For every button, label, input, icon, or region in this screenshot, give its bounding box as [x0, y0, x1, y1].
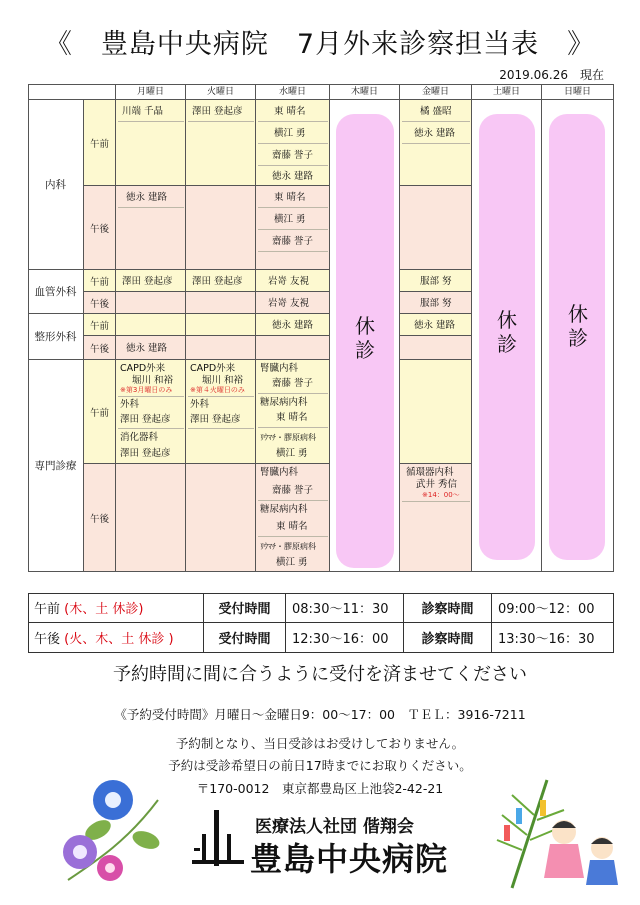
- doctor-name: 東 晴名: [276, 412, 308, 423]
- hospital-name: 豊島中央病院: [250, 840, 449, 878]
- doctor-name: 澤田 登起彦: [190, 414, 241, 425]
- doctor-name: 服部 努: [420, 276, 452, 287]
- doctor-name: 徳永 建路: [126, 343, 168, 354]
- schedule-note: ※第４火曜日のみ: [190, 386, 245, 394]
- day-header-mon: 月曜日: [116, 84, 186, 100]
- doctor-name: 齋藤 誉子: [272, 378, 314, 389]
- doctor-name: 横江 勇: [274, 214, 306, 225]
- doctor-name: 澤田 登起彦: [192, 276, 243, 287]
- am-reception-time: 08:30～11：30: [286, 593, 404, 623]
- dept-kekkan: 血管外科: [28, 270, 84, 314]
- specialty-dept: CAPD外来: [190, 363, 236, 374]
- doctor-name: 齋藤 誉子: [272, 485, 314, 496]
- day-header-wed: 水曜日: [256, 84, 330, 100]
- doctor-name: 徳永 建路: [126, 192, 168, 203]
- as-of-date: 2019.06.26 現在: [499, 68, 604, 82]
- page-title: 《 豊島中央病院 7月外来診察担当表 》: [44, 29, 596, 60]
- morning-glory-illustration: [58, 770, 178, 894]
- pm-exam-time: 13:30～16：30: [492, 623, 614, 653]
- day-header-sun: 日曜日: [542, 84, 614, 100]
- doctor-name: 横江 勇: [276, 557, 308, 568]
- day-header-thu: 木曜日: [330, 84, 400, 100]
- schedule-table: [28, 84, 614, 572]
- address: 〒170-0012 東京都豊島区上池袋2-42-21: [196, 781, 444, 796]
- period-label: 午後: [84, 336, 116, 360]
- specialty-dept: 糖尿病内科: [260, 397, 308, 408]
- specialty-dept: 消化器科: [120, 432, 159, 443]
- specialty-dept: 腎臓内科: [260, 467, 299, 478]
- period-label: 午前: [84, 360, 116, 464]
- doctor-name: 岩嵜 友視: [268, 276, 310, 287]
- doctor-name: 川端 千晶: [122, 106, 164, 117]
- doctor-name: 徳永 建路: [414, 128, 456, 139]
- am-closed-days: (木、土 休診): [64, 602, 144, 617]
- doctor-name: 澤田 登起彦: [122, 276, 173, 287]
- doctor-name: 徳永 建路: [272, 171, 314, 182]
- corporation-name: 医療法人社団 偕翔会: [255, 817, 414, 837]
- pm-closed-days: (火、木、土 休診 ): [64, 632, 174, 647]
- doctor-name: 徳永 建路: [272, 320, 314, 331]
- period-label: 午前: [84, 100, 116, 186]
- specialty-dept: 循環器内科: [406, 467, 454, 478]
- arrival-notice: 予約時間に間に合うように受付を済ませてください: [113, 664, 527, 685]
- doctor-name: 堀川 和裕: [132, 375, 174, 386]
- pm-row-label: 午後 (火、木、土 休診 ): [28, 623, 204, 653]
- doctor-name: 澤田 登起彦: [120, 448, 171, 459]
- doctor-name: 東 晴名: [274, 106, 306, 117]
- dept-naika: 内科: [28, 100, 84, 270]
- doctor-name: 齋藤 誉子: [272, 236, 314, 247]
- doctor-name: 岩嵜 友視: [268, 298, 310, 309]
- schedule-note: ※第3月曜日のみ: [120, 386, 173, 394]
- tanabata-illustration: [492, 770, 624, 894]
- doctor-name: 横江 勇: [276, 448, 308, 459]
- specialty-dept: ﾘｳﾏﾁ・膠原病科: [260, 433, 316, 442]
- doctor-name: 澤田 登起彦: [192, 106, 243, 117]
- doctor-name: 堀川 和裕: [202, 375, 244, 386]
- policy-line-2: 予約は受診希望日の前日17時までにお取りください。: [168, 758, 472, 773]
- doctor-name: 橘 盛昭: [420, 106, 452, 117]
- am-exam-time: 09:00～12：00: [492, 593, 614, 623]
- specialty-dept: 糖尿病内科: [260, 504, 308, 515]
- doctor-name: 武井 秀信: [416, 479, 458, 490]
- doctor-name: 齋藤 誉子: [272, 150, 314, 161]
- dept-seikei: 整形外科: [28, 314, 84, 360]
- policy-line-1: 予約制となり、当日受診はお受けしておりません。: [175, 736, 465, 751]
- period-label: 午後: [84, 186, 116, 270]
- doctor-name: 服部 努: [420, 298, 452, 309]
- period-label: 午後: [84, 464, 116, 572]
- doctor-name: 東 晴名: [276, 521, 308, 532]
- doctor-name: 徳永 建路: [414, 320, 456, 331]
- specialty-dept: CAPD外来: [120, 363, 166, 374]
- pm-reception-time: 12:30～16：00: [286, 623, 404, 653]
- closed-label-sun: 休 診: [568, 302, 588, 350]
- reception-label: 受付時間: [204, 623, 286, 653]
- exam-label: 診察時間: [404, 593, 492, 623]
- period-label: 午後: [84, 292, 116, 314]
- closed-label-thu: 休 診: [355, 314, 375, 362]
- period-label: 午前: [84, 270, 116, 292]
- specialty-dept: ﾘｳﾏﾁ・膠原病科: [260, 542, 316, 551]
- day-header-fri: 金曜日: [400, 84, 472, 100]
- specialty-dept: 外科: [120, 399, 140, 410]
- specialty-dept: 外科: [190, 399, 210, 410]
- closed-label-sat: 休 診: [497, 308, 517, 356]
- reception-label: 受付時間: [204, 593, 286, 623]
- reservation-hours: 《予約受付時間》月曜日～金曜日9：00～17：00 ＴＥＬ：3916-7211: [114, 707, 526, 722]
- period-label: 午前: [84, 314, 116, 336]
- doctor-name: 横江 勇: [274, 128, 306, 139]
- am-row-label: 午前 (木、土 休診): [28, 593, 204, 623]
- dept-senmon: 専門診療: [28, 360, 84, 572]
- doctor-name: 澤田 登起彦: [120, 414, 171, 425]
- hours-table: [28, 593, 614, 653]
- schedule-note: ※14：00～: [422, 491, 460, 499]
- exam-label: 診察時間: [404, 623, 492, 653]
- day-header-sat: 土曜日: [472, 84, 542, 100]
- doctor-name: 東 晴名: [274, 192, 306, 203]
- hospital-logo-icon: [188, 808, 248, 872]
- specialty-dept: 腎臓内科: [260, 363, 299, 374]
- day-header-tue: 火曜日: [186, 84, 256, 100]
